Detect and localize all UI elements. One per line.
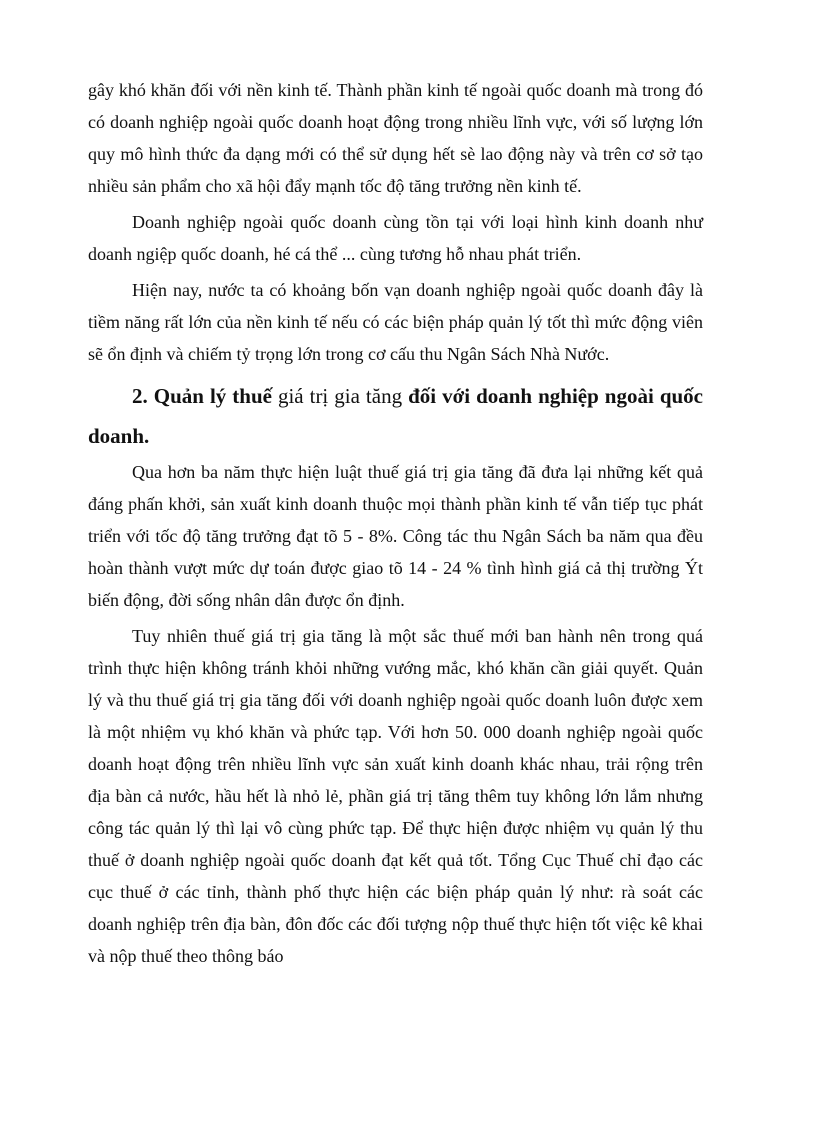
- section-heading: [88, 376, 703, 456]
- paragraph-continuation: gây khó khăn đối với nền kinh tế. Thành phần kinh tế ngoài quốc doanh mà trong đó có doanh nghiệp ngoài quốc doanh hoạt động trong nhiều lĩnh vực, với số lượng lớn quy mô hình thức đa dạng mới có thể sử dụng hết sè lao động này và trên cơ sở tạo nhiều sản phẩm cho xã hội đẩy mạnh tốc độ tăng trưởng nền kinh tế.: [88, 80, 703, 196]
- heading-part-normal: giá trị gia tăng: [271, 384, 409, 408]
- paragraph-results: Qua hơn ba năm thực hiện luật thuế giá trị gia tăng đã đưa lại những kết quả đáng phấn khởi, sản xuất kinh doanh thuộc mọi thành phần kinh tế vẫn tiếp tục phát triển với tốc độ tăng trưởng đạt tõ 5 - 8%. Công tác thu Ngân Sách ba năm qua đều hoàn thành vượt mức dự toán được giao tõ 14 - 24 % tình hình giá cả thị trường Ýt biến động, đời sống nhân dân được ổn định.: [88, 462, 703, 610]
- paragraph-coexistence: Doanh nghiệp ngoài quốc doanh cùng tồn tại với loại hình kinh doanh như doanh ngiệp quốc doanh, hé cá thể ... cùng tương hỗ nhau phát triển.: [88, 212, 703, 264]
- paragraph-challenges: Tuy nhiên thuế giá trị gia tăng là một sắc thuế mới ban hành nên trong quá trình thực hiện không tránh khỏi những vướng mắc, khó khăn cần giải quyết. Quản lý và thu thuế giá trị gia tăng đối với doanh nghiệp ngoài quốc doanh luôn được xem là một nhiệm vụ khó khăn và phức tạp. Với hơn 50. 000 doanh nghiệp ngoài quốc doanh hoạt động trên nhiều lĩnh vực sản xuất kinh doanh khác nhau, trải rộng trên địa bàn cả nước, hầu hết là nhỏ lẻ, phần giá trị tăng thêm tuy không lớn lắm nhưng công tác quản lý thì lại vô cùng phức tạp. Để thực hiện được nhiệm vụ quản lý thu thuế ở doanh nghiệp ngoài quốc doanh đạt kết quả tốt. Tổng Cục Thuế chỉ đạo các cục thuế ở các tỉnh, thành phố thực hiện các biện pháp quản lý như: rà soát các doanh nghiệp trên địa bàn, đôn đốc các đối tượng nộp thuế thực hiện tốt việc kê khai và nộp thuế theo thông báo: [88, 626, 703, 966]
- paragraph-current-status: Hiện nay, nước ta có khoảng bốn vạn doanh nghiệp ngoài quốc doanh đây là tiềm năng rất lớn của nền kinh tế nếu có các biện pháp quản lý tốt thì mức động viên sẽ ổn định và chiếm tỷ trọng lớn trong cơ cấu thu Ngân Sách Nhà Nước.: [88, 280, 703, 364]
- heading-part-bold-2: đối với doanh nghiệp ngoài quốc doanh.: [88, 384, 703, 448]
- heading-part-bold-1: 2. Quản lý thuế: [132, 384, 272, 408]
